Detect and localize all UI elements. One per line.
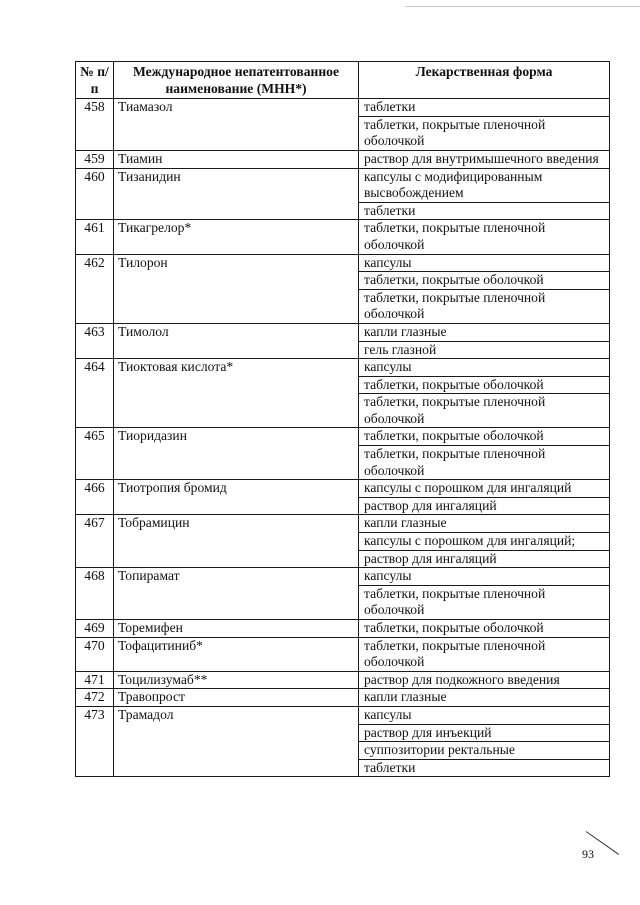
- table-row: [76, 323, 610, 341]
- dosage-form: капсулы: [359, 359, 610, 377]
- dosage-form: капсулы с модифицированным высвобождением: [359, 168, 610, 202]
- page-top-rule: [405, 6, 640, 7]
- page-number: 93: [582, 847, 594, 861]
- dosage-form: капсулы: [359, 254, 610, 272]
- drug-table: [75, 61, 610, 777]
- row-number: 466: [76, 480, 114, 515]
- table-row: [76, 637, 610, 671]
- dosage-form: таблетки, покрытые пленочной оболочкой: [359, 637, 610, 671]
- row-number: 460: [76, 168, 114, 220]
- dosage-form: раствор для подкожного введения: [359, 671, 610, 689]
- drug-inn: Тиоридазин: [114, 428, 359, 480]
- table-body: [76, 99, 610, 777]
- row-number: 471: [76, 671, 114, 689]
- dosage-form: таблетки: [359, 202, 610, 220]
- row-number: 473: [76, 706, 114, 776]
- table-row: [76, 254, 610, 272]
- dosage-form: таблетки, покрытые оболочкой: [359, 428, 610, 446]
- dosage-form: таблетки, покрытые оболочкой: [359, 272, 610, 290]
- row-number: 472: [76, 689, 114, 707]
- row-number: 468: [76, 568, 114, 620]
- table-row: [76, 515, 610, 533]
- drug-inn: Тиамазол: [114, 99, 359, 151]
- drug-inn: Тимолол: [114, 323, 359, 358]
- dosage-form: таблетки, покрытые оболочкой: [359, 620, 610, 638]
- dosage-form: таблетки, покрытые пленочной оболочкой: [359, 446, 610, 480]
- dosage-form: капсулы: [359, 706, 610, 724]
- dosage-form: таблетки: [359, 759, 610, 777]
- dosage-form: таблетки, покрытые пленочной оболочкой: [359, 394, 610, 428]
- dosage-form: раствор для ингаляций: [359, 550, 610, 568]
- table-row: [76, 99, 610, 117]
- dosage-form: таблетки, покрытые пленочной оболочкой: [359, 116, 610, 150]
- header-row: [76, 62, 610, 99]
- header-dosage-form: Лекарственная форма: [359, 62, 610, 99]
- drug-inn: Тилорон: [114, 254, 359, 323]
- drug-inn: Тизанидин: [114, 168, 359, 220]
- table-row: [76, 428, 610, 446]
- table-row: [76, 150, 610, 168]
- dosage-form: таблетки, покрытые пленочной оболочкой: [359, 585, 610, 619]
- dosage-form: таблетки, покрытые пленочной оболочкой: [359, 220, 610, 254]
- drug-inn: Тиоктовая кислота*: [114, 359, 359, 428]
- dosage-form: капли глазные: [359, 323, 610, 341]
- table-row: [76, 480, 610, 498]
- drug-inn: Тобрамицин: [114, 515, 359, 568]
- table-row: [76, 359, 610, 377]
- dosage-form: капли глазные: [359, 515, 610, 533]
- row-number: 464: [76, 359, 114, 428]
- row-number: 462: [76, 254, 114, 323]
- table-row: [76, 671, 610, 689]
- row-number: 465: [76, 428, 114, 480]
- row-number: 469: [76, 620, 114, 638]
- dosage-form: суппозитории ректальные: [359, 742, 610, 760]
- header-number: № п/п: [76, 62, 114, 99]
- dosage-form: раствор для инъекций: [359, 724, 610, 742]
- row-number: 458: [76, 99, 114, 151]
- drug-inn: Трамадол: [114, 706, 359, 776]
- dosage-form: капли глазные: [359, 689, 610, 707]
- dosage-form: капсулы с порошком для ингаляций;: [359, 533, 610, 551]
- dosage-form: капсулы: [359, 568, 610, 586]
- drug-inn: Тофацитиниб*: [114, 637, 359, 671]
- dosage-form: гель глазной: [359, 341, 610, 359]
- drug-inn: Торемифен: [114, 620, 359, 638]
- header-inn: Международное непатентованное наименование (МНН*): [114, 62, 359, 99]
- dosage-form: таблетки, покрытые оболочкой: [359, 376, 610, 394]
- drug-inn: Тиотропия бромид: [114, 480, 359, 515]
- table-row: [76, 168, 610, 202]
- dosage-form: раствор для внутримышечного введения: [359, 150, 610, 168]
- table-row: [76, 689, 610, 707]
- table-row: [76, 620, 610, 638]
- table-header: [76, 62, 610, 99]
- table-row: [76, 706, 610, 724]
- dosage-form: таблетки, покрытые пленочной оболочкой: [359, 289, 610, 323]
- dosage-form: раствор для ингаляций: [359, 497, 610, 515]
- row-number: 467: [76, 515, 114, 568]
- drug-inn: Топирамат: [114, 568, 359, 620]
- drug-inn: Травопрост: [114, 689, 359, 707]
- table-row: [76, 568, 610, 586]
- drug-inn: Тоцилизумаб**: [114, 671, 359, 689]
- row-number: 461: [76, 220, 114, 254]
- drug-inn: Тиамин: [114, 150, 359, 168]
- dosage-form: капсулы с порошком для ингаляций: [359, 480, 610, 498]
- row-number: 459: [76, 150, 114, 168]
- drug-inn: Тикагрелор*: [114, 220, 359, 254]
- row-number: 470: [76, 637, 114, 671]
- dosage-form: таблетки: [359, 99, 610, 117]
- table-row: [76, 220, 610, 254]
- row-number: 463: [76, 323, 114, 358]
